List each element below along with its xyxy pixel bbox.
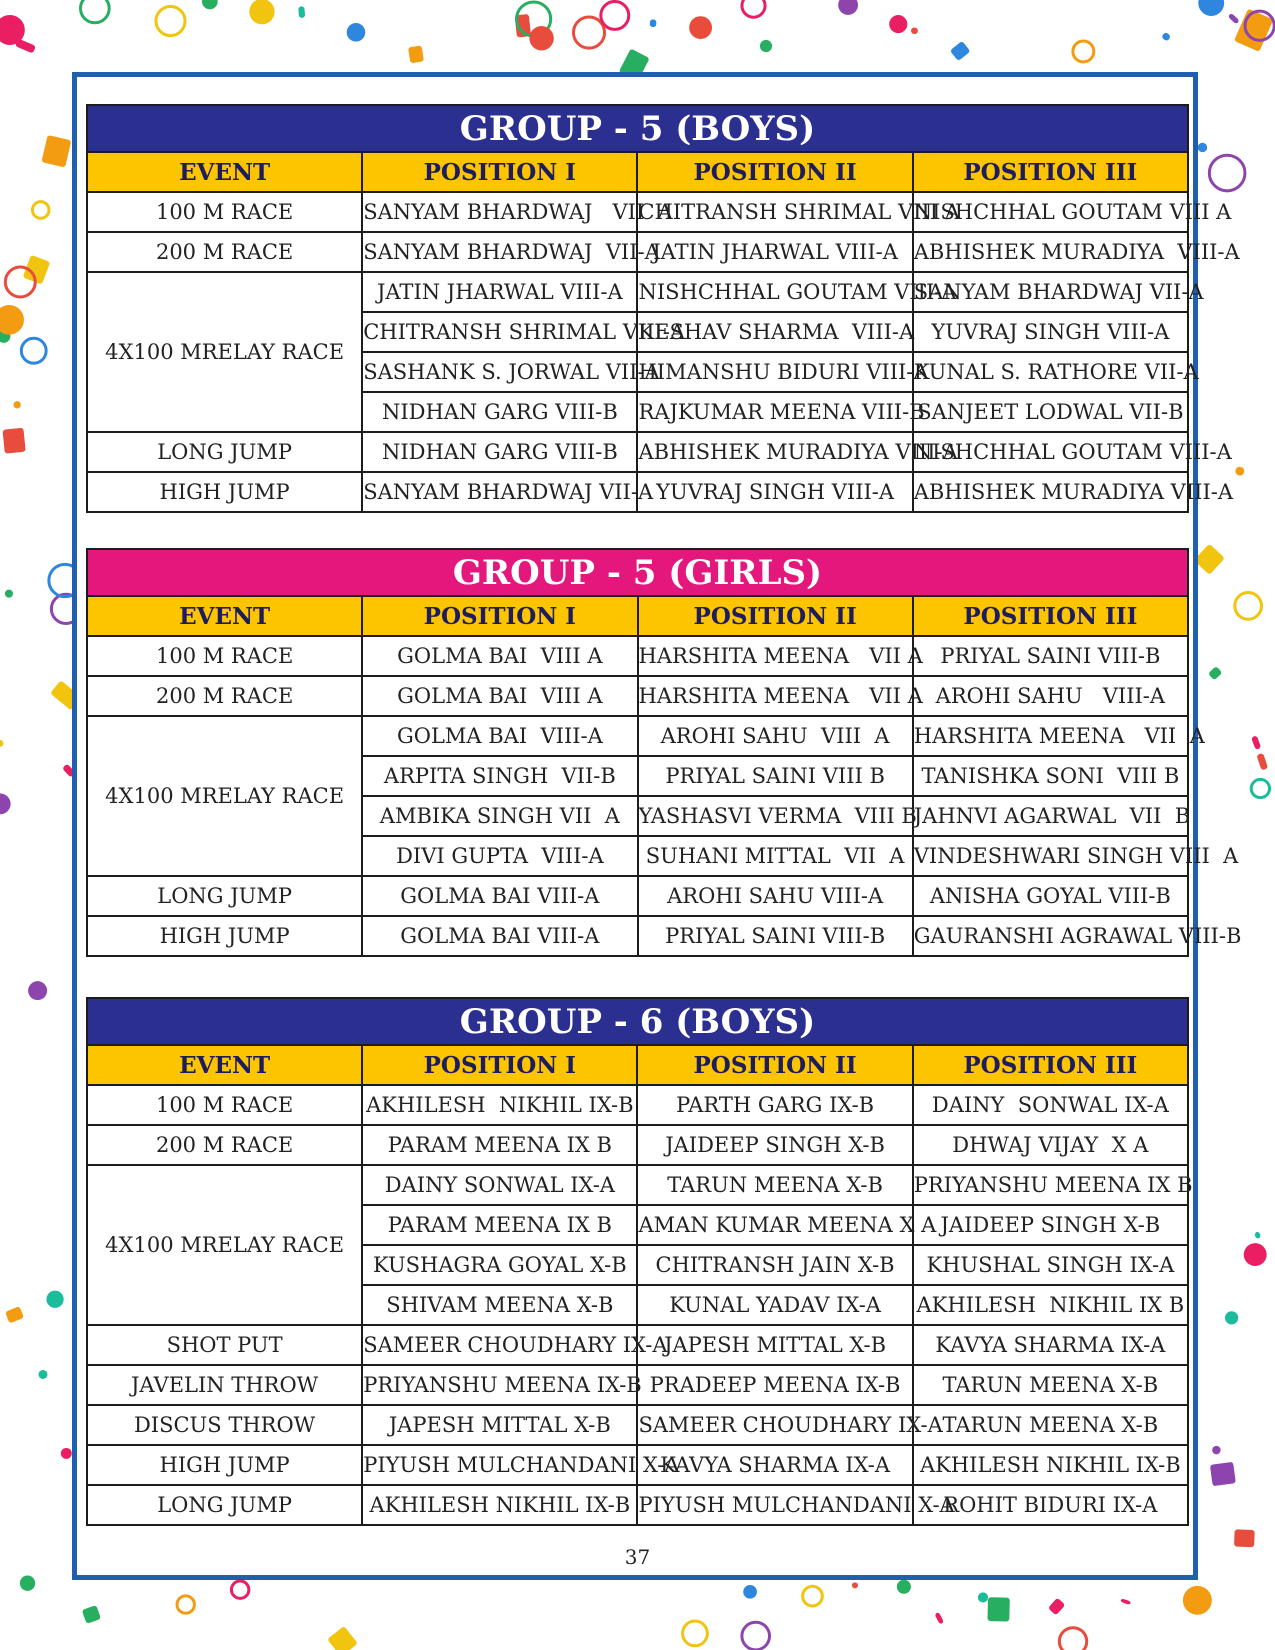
sports-confetti-shape bbox=[46, 1291, 63, 1308]
position-1-cell: GOLMA BAI VIII-A bbox=[362, 916, 637, 956]
event-name-cell: 100 M RACE bbox=[87, 192, 362, 232]
column-header: POSITION III bbox=[913, 596, 1188, 636]
position-3-cell: JAHNVI AGARWAL VII B bbox=[913, 796, 1188, 836]
position-3-cell: AKHILESH NIKHIL IX B bbox=[913, 1285, 1188, 1325]
column-header-row bbox=[87, 1045, 1188, 1085]
position-1-cell: PRIYANSHU MEENA IX-B bbox=[362, 1365, 637, 1405]
table-row bbox=[87, 916, 1188, 956]
sports-confetti-shape bbox=[21, 338, 46, 363]
position-3-cell: ABHISHEK MURADIYA VIII-A bbox=[913, 472, 1188, 512]
position-1-cell: GOLMA BAI VIII A bbox=[362, 636, 637, 676]
sports-confetti-shape bbox=[15, 38, 36, 53]
position-1-cell: ARPITA SINGH VII-B bbox=[362, 756, 637, 796]
position-3-cell: KHUSHAL SINGH IX-A bbox=[913, 1245, 1188, 1285]
table-row bbox=[87, 232, 1188, 272]
sports-confetti-shape bbox=[5, 1306, 24, 1323]
sports-confetti-shape bbox=[20, 1576, 35, 1591]
event-name-cell: 4X100 MRELAY RACE bbox=[87, 1165, 362, 1325]
position-2-cell: SUHANI MITTAL VII A bbox=[638, 836, 913, 876]
sports-confetti-shape bbox=[1198, 0, 1224, 16]
position-2-cell: CHITRANSH JAIN X-B bbox=[637, 1245, 912, 1285]
sports-confetti-shape bbox=[1251, 779, 1269, 797]
position-3-cell: NISHCHHAL GOUTAM VIII-A bbox=[913, 432, 1188, 472]
event-name-cell: SHOT PUT bbox=[87, 1325, 362, 1365]
position-2-cell: ABHISHEK MURADIYA VIII-A bbox=[637, 432, 912, 472]
position-3-cell: ABHISHEK MURADIYA VIII-A bbox=[913, 232, 1188, 272]
position-2-cell: TARUN MEENA X-B bbox=[637, 1165, 912, 1205]
position-1-cell: SANYAM BHARDWAJ VII A bbox=[362, 192, 637, 232]
position-1-cell: DAINY SONWAL IX-A bbox=[362, 1165, 637, 1205]
sports-confetti-shape bbox=[573, 17, 604, 48]
position-3-cell: AROHI SAHU VIII-A bbox=[913, 676, 1188, 716]
table-row bbox=[87, 1365, 1188, 1405]
position-2-cell: AMAN KUMAR MEENA X A bbox=[637, 1205, 912, 1245]
sports-confetti-shape bbox=[1208, 666, 1222, 680]
event-name-cell: 4X100 MRELAY RACE bbox=[87, 716, 362, 876]
sports-confetti-shape bbox=[1209, 155, 1245, 191]
table-row bbox=[87, 272, 1188, 312]
sports-confetti-shape bbox=[1228, 13, 1240, 25]
sports-confetti-shape bbox=[1256, 753, 1268, 771]
sports-confetti-shape bbox=[683, 1621, 708, 1646]
position-3-cell: SANYAM BHARDWAJ VII-A bbox=[913, 272, 1188, 312]
position-1-cell: SAMEER CHOUDHARY IX-A bbox=[362, 1325, 637, 1365]
column-header: POSITION II bbox=[638, 596, 913, 636]
sports-confetti-shape bbox=[231, 1581, 248, 1598]
position-3-cell: DHWAJ VIJAY X A bbox=[913, 1125, 1188, 1165]
column-header: POSITION III bbox=[913, 152, 1188, 192]
position-2-cell: PRIYAL SAINI VIII-B bbox=[638, 916, 913, 956]
position-3-cell: ANISHA GOYAL VIII-B bbox=[913, 876, 1188, 916]
results-table bbox=[86, 104, 1240, 513]
position-2-cell: PIYUSH MULCHANDANI X-A bbox=[637, 1485, 912, 1525]
results-table bbox=[86, 548, 1242, 957]
event-name-cell: LONG JUMP bbox=[87, 432, 362, 472]
position-2-cell: YUVRAJ SINGH VIII-A bbox=[637, 472, 912, 512]
event-name-cell: LONG JUMP bbox=[87, 876, 362, 916]
table-row bbox=[87, 636, 1188, 676]
sports-confetti-shape bbox=[1183, 1586, 1212, 1615]
position-1-cell: NIDHAN GARG VIII-B bbox=[362, 392, 637, 432]
position-2-cell: AROHI SAHU VIII-A bbox=[638, 876, 913, 916]
sports-confetti-shape bbox=[934, 1612, 944, 1625]
table-row bbox=[87, 192, 1188, 232]
position-3-cell: YUVRAJ SINGH VIII-A bbox=[913, 312, 1188, 352]
sports-confetti-shape bbox=[1161, 32, 1171, 42]
column-header: POSITION III bbox=[913, 1045, 1188, 1085]
sports-confetti-shape bbox=[80, 0, 109, 23]
sports-confetti-shape bbox=[987, 1597, 1009, 1621]
position-1-cell: GOLMA BAI VIII A bbox=[362, 676, 637, 716]
sports-confetti-shape bbox=[897, 1580, 911, 1594]
sports-confetti-shape bbox=[0, 740, 3, 747]
column-header: POSITION I bbox=[362, 152, 637, 192]
table-row bbox=[87, 1125, 1188, 1165]
position-2-cell: AROHI SAHU VIII A bbox=[638, 716, 913, 756]
position-2-cell: SAMEER CHOUDHARY IX-A bbox=[637, 1405, 912, 1445]
position-1-cell: AKHILESH NIKHIL IX-B bbox=[362, 1085, 637, 1125]
sports-confetti-shape bbox=[889, 15, 907, 33]
sports-confetti-shape bbox=[177, 1596, 194, 1613]
position-1-cell: CHITRANSH SHRIMAL VIII-A bbox=[362, 312, 637, 352]
event-name-cell: 100 M RACE bbox=[87, 636, 362, 676]
group-title: GROUP - 5 (BOYS) bbox=[87, 105, 1188, 152]
position-1-cell: SANYAM BHARDWAJ VII-A bbox=[362, 232, 637, 272]
event-name-cell: JAVELIN THROW bbox=[87, 1365, 362, 1405]
sports-confetti-shape bbox=[298, 6, 305, 18]
sports-confetti-shape bbox=[13, 401, 20, 408]
sports-confetti-shape bbox=[28, 981, 47, 1000]
position-2-cell: JATIN JHARWAL VIII-A bbox=[637, 232, 912, 272]
position-1-cell: DIVI GUPTA VIII-A bbox=[362, 836, 637, 876]
position-1-cell: KUSHAGRA GOYAL X-B bbox=[362, 1245, 637, 1285]
sports-confetti-shape bbox=[1235, 593, 1262, 620]
event-name-cell: 200 M RACE bbox=[87, 676, 362, 716]
results-table bbox=[86, 997, 1193, 1526]
sports-confetti-shape bbox=[249, 0, 274, 24]
sports-confetti-shape bbox=[742, 0, 765, 17]
sports-confetti-shape bbox=[327, 1626, 358, 1650]
sports-confetti-shape bbox=[1059, 1628, 1086, 1650]
position-3-cell: TANISHKA SONI VIII B bbox=[913, 756, 1188, 796]
sports-confetti-shape bbox=[1120, 1598, 1131, 1605]
table-row bbox=[87, 1325, 1188, 1365]
position-1-cell: GOLMA BAI VIII-A bbox=[362, 716, 637, 756]
group-title: GROUP - 5 (GIRLS) bbox=[87, 549, 1188, 596]
column-header-row bbox=[87, 152, 1188, 192]
sports-confetti-shape bbox=[0, 793, 11, 814]
event-name-cell: HIGH JUMP bbox=[87, 916, 362, 956]
event-name-cell: 200 M RACE bbox=[87, 232, 362, 272]
position-2-cell: HARSHITA MEENA VII A bbox=[638, 676, 913, 716]
position-2-cell: JAIDEEP SINGH X-B bbox=[637, 1125, 912, 1165]
position-1-cell: AMBIKA SINGH VII A bbox=[362, 796, 637, 836]
table-row bbox=[87, 676, 1188, 716]
sports-confetti-shape bbox=[852, 1582, 858, 1588]
event-name-cell: 100 M RACE bbox=[87, 1085, 362, 1125]
position-1-cell: NIDHAN GARG VIII-B bbox=[362, 432, 637, 472]
table-row bbox=[87, 1485, 1188, 1525]
table-row bbox=[87, 1085, 1188, 1125]
position-3-cell: HARSHITA MEENA VII A bbox=[913, 716, 1188, 756]
position-1-cell: PIYUSH MULCHANDANI X-A bbox=[362, 1445, 637, 1485]
position-1-cell: SANYAM BHARDWAJ VII-A bbox=[362, 472, 637, 512]
sports-confetti-shape bbox=[202, 0, 218, 9]
sports-confetti-shape bbox=[911, 27, 919, 34]
position-3-cell: AKHILESH NIKHIL IX-B bbox=[913, 1445, 1188, 1485]
sports-confetti-shape bbox=[5, 590, 13, 598]
position-3-cell: KAVYA SHARMA IX-A bbox=[913, 1325, 1188, 1365]
results-table-group-2 bbox=[86, 548, 1242, 957]
position-1-cell: PARAM MEENA IX B bbox=[362, 1125, 637, 1165]
sports-confetti-shape bbox=[156, 6, 185, 35]
event-name-cell: HIGH JUMP bbox=[87, 472, 362, 512]
position-1-cell: SASHANK S. JORWAL VII-A bbox=[362, 352, 637, 392]
sports-confetti-shape bbox=[41, 135, 71, 168]
position-3-cell: VINDESHWARI SINGH VIII A bbox=[913, 836, 1188, 876]
sports-confetti-shape bbox=[1073, 41, 1094, 62]
sports-confetti-shape bbox=[760, 40, 772, 52]
table-row bbox=[87, 1445, 1188, 1485]
sports-confetti-shape bbox=[950, 41, 971, 61]
position-3-cell: KUNAL S. RATHORE VII-A bbox=[913, 352, 1188, 392]
sports-confetti-shape bbox=[2, 428, 25, 454]
sports-confetti-shape bbox=[1235, 467, 1244, 476]
sports-confetti-shape bbox=[743, 1585, 757, 1599]
sports-confetti-shape bbox=[1194, 544, 1225, 575]
position-3-cell: TARUN MEENA X-B bbox=[913, 1365, 1188, 1405]
position-2-cell: YASHASVI VERMA VIII B bbox=[638, 796, 913, 836]
table-row bbox=[87, 1165, 1188, 1205]
sports-confetti-shape bbox=[803, 1586, 823, 1606]
group-title: GROUP - 6 (BOYS) bbox=[87, 998, 1188, 1045]
sports-confetti-shape bbox=[1251, 735, 1261, 750]
position-3-cell: NISHCHHAL GOUTAM VIII A bbox=[913, 192, 1188, 232]
position-1-cell: JATIN JHARWAL VIII-A bbox=[362, 272, 637, 312]
position-2-cell: KUNAL YADAV IX-A bbox=[637, 1285, 912, 1325]
column-header: EVENT bbox=[87, 1045, 362, 1085]
results-table-group-3 bbox=[86, 997, 1193, 1526]
event-name-cell: 200 M RACE bbox=[87, 1125, 362, 1165]
sports-confetti-shape bbox=[347, 23, 366, 42]
event-name-cell: LONG JUMP bbox=[87, 1485, 362, 1525]
sports-confetti-shape bbox=[1212, 1446, 1220, 1454]
position-3-cell: PRIYAL SAINI VIII-B bbox=[913, 636, 1188, 676]
position-2-cell: HIMANSHU BIDURI VIII-A bbox=[637, 352, 912, 392]
position-2-cell: NISHCHHAL GOUTAM VIII-A bbox=[637, 272, 912, 312]
sports-confetti-shape bbox=[1210, 1462, 1236, 1486]
position-2-cell: PRIYAL SAINI VIII B bbox=[638, 756, 913, 796]
sports-confetti-shape bbox=[1254, 1231, 1261, 1239]
table-row bbox=[87, 1405, 1188, 1445]
event-name-cell: 4X100 MRELAY RACE bbox=[87, 272, 362, 432]
position-3-cell: PRIYANSHU MEENA IX B bbox=[913, 1165, 1188, 1205]
sports-confetti-shape bbox=[838, 0, 858, 15]
table-row bbox=[87, 432, 1188, 472]
position-1-cell: PARAM MEENA IX B bbox=[362, 1205, 637, 1245]
position-2-cell: KAVYA SHARMA IX-A bbox=[637, 1445, 912, 1485]
position-2-cell: RAJKUMAR MEENA VIII-B bbox=[637, 392, 912, 432]
sports-confetti-shape bbox=[38, 1370, 47, 1379]
column-header: POSITION II bbox=[637, 152, 912, 192]
position-3-cell: SANJEET LODWAL VII-B bbox=[913, 392, 1188, 432]
results-table-group-1 bbox=[86, 104, 1240, 513]
position-2-cell: JAPESH MITTAL X-B bbox=[637, 1325, 912, 1365]
sports-confetti-shape bbox=[1244, 1243, 1267, 1266]
column-header-row bbox=[87, 596, 1188, 636]
sports-confetti-shape bbox=[1198, 143, 1207, 152]
event-name-cell: DISCUS THROW bbox=[87, 1405, 362, 1445]
sports-confetti-shape bbox=[32, 202, 49, 219]
position-2-cell: KESHAV SHARMA VIII-A bbox=[637, 312, 912, 352]
position-1-cell: GOLMA BAI VIII-A bbox=[362, 876, 637, 916]
sports-confetti-shape bbox=[1225, 1311, 1238, 1324]
table-row bbox=[87, 876, 1188, 916]
column-header: POSITION II bbox=[637, 1045, 912, 1085]
sports-confetti-shape bbox=[82, 1605, 101, 1624]
column-header: EVENT bbox=[87, 596, 362, 636]
sports-confetti-shape bbox=[61, 1448, 72, 1459]
column-header: POSITION I bbox=[362, 596, 637, 636]
column-header: EVENT bbox=[87, 152, 362, 192]
position-1-cell: SHIVAM MEENA X-B bbox=[362, 1285, 637, 1325]
position-2-cell: CHITRANSH SHRIMAL VIII A bbox=[637, 192, 912, 232]
position-1-cell: AKHILESH NIKHIL IX-B bbox=[362, 1485, 637, 1525]
position-3-cell: TARUN MEENA X-B bbox=[913, 1405, 1188, 1445]
sports-confetti-shape bbox=[5, 267, 35, 297]
page-number: 37 bbox=[624, 1545, 651, 1569]
table-row bbox=[87, 716, 1188, 756]
sports-confetti-shape bbox=[601, 1, 629, 29]
event-name-cell: HIGH JUMP bbox=[87, 1445, 362, 1485]
sports-confetti-shape bbox=[978, 1592, 988, 1602]
position-2-cell: PRADEEP MEENA IX-B bbox=[637, 1365, 912, 1405]
position-3-cell: GAURANSHI AGRAWAL VIII-B bbox=[913, 916, 1188, 956]
position-1-cell: JAPESH MITTAL X-B bbox=[362, 1405, 637, 1445]
position-2-cell: HARSHITA MEENA VII A bbox=[638, 636, 913, 676]
sports-confetti-shape bbox=[1048, 1598, 1066, 1616]
sports-confetti-shape bbox=[742, 1622, 770, 1650]
position-3-cell: JAIDEEP SINGH X-B bbox=[913, 1205, 1188, 1245]
sports-confetti-shape bbox=[0, 305, 24, 335]
position-3-cell: ROHIT BIDURI IX-A bbox=[913, 1485, 1188, 1525]
sports-confetti-shape bbox=[529, 26, 553, 50]
position-2-cell: PARTH GARG IX-B bbox=[637, 1085, 912, 1125]
position-3-cell: DAINY SONWAL IX-A bbox=[913, 1085, 1188, 1125]
sports-confetti-shape bbox=[689, 16, 712, 39]
column-header: POSITION I bbox=[362, 1045, 637, 1085]
sports-confetti-shape bbox=[650, 19, 657, 27]
sports-confetti-shape bbox=[408, 45, 424, 63]
table-row bbox=[87, 472, 1188, 512]
